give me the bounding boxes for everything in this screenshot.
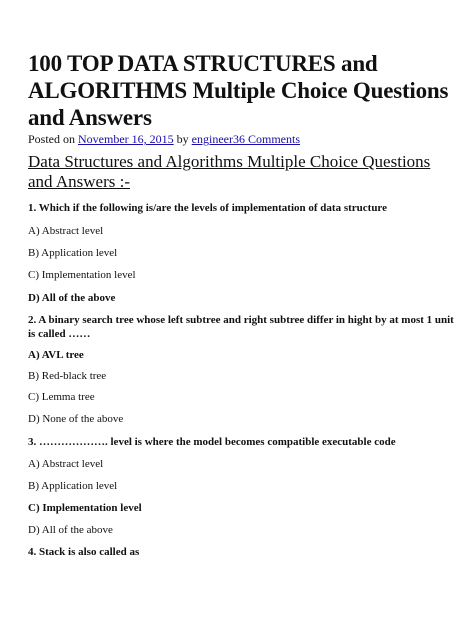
option: C) Implementation level — [28, 269, 136, 281]
option: B) Application level — [28, 247, 118, 259]
option: D) None of the above — [28, 413, 124, 425]
page-title: 100 TOP DATA STRUCTURES and ALGORITHMS Multiple Choice Questions and Answers — [28, 51, 449, 130]
comments-label: Comments — [247, 132, 300, 146]
question-text: 3. ………………. level is where the model becomes compatible executable code — [28, 436, 396, 448]
question-text: 4. Stack is also called as — [28, 546, 140, 558]
section-heading: Data Structures and Algorithms Multiple Choice Questions and Answers :- — [28, 152, 431, 191]
option: C) Lemma tree — [28, 391, 95, 403]
option: A) Abstract level — [28, 225, 104, 237]
author-name: engineer36 — [191, 132, 245, 146]
option: A) Abstract level — [28, 458, 104, 470]
correct-option: C) Implementation level — [28, 502, 142, 514]
question-text: 2. A binary search tree whose left subtree and right subtree differ in hight by at most 1 unit is called …… — [28, 314, 454, 340]
option: B) Application level — [28, 480, 118, 492]
author-link[interactable] — [192, 132, 300, 146]
correct-option: D) All of the above — [28, 292, 116, 304]
question-text: 1. Which if the following is/are the levels of implementation of data structure — [28, 202, 387, 214]
post-meta — [28, 132, 300, 147]
option: B) Red-black tree — [28, 370, 107, 382]
posted-by: by — [176, 132, 189, 146]
correct-option: A) AVL tree — [28, 349, 84, 361]
posted-prefix: Posted on — [28, 132, 76, 146]
option: D) All of the above — [28, 524, 113, 536]
post-date-link[interactable]: November 16, 2015 — [78, 132, 174, 146]
